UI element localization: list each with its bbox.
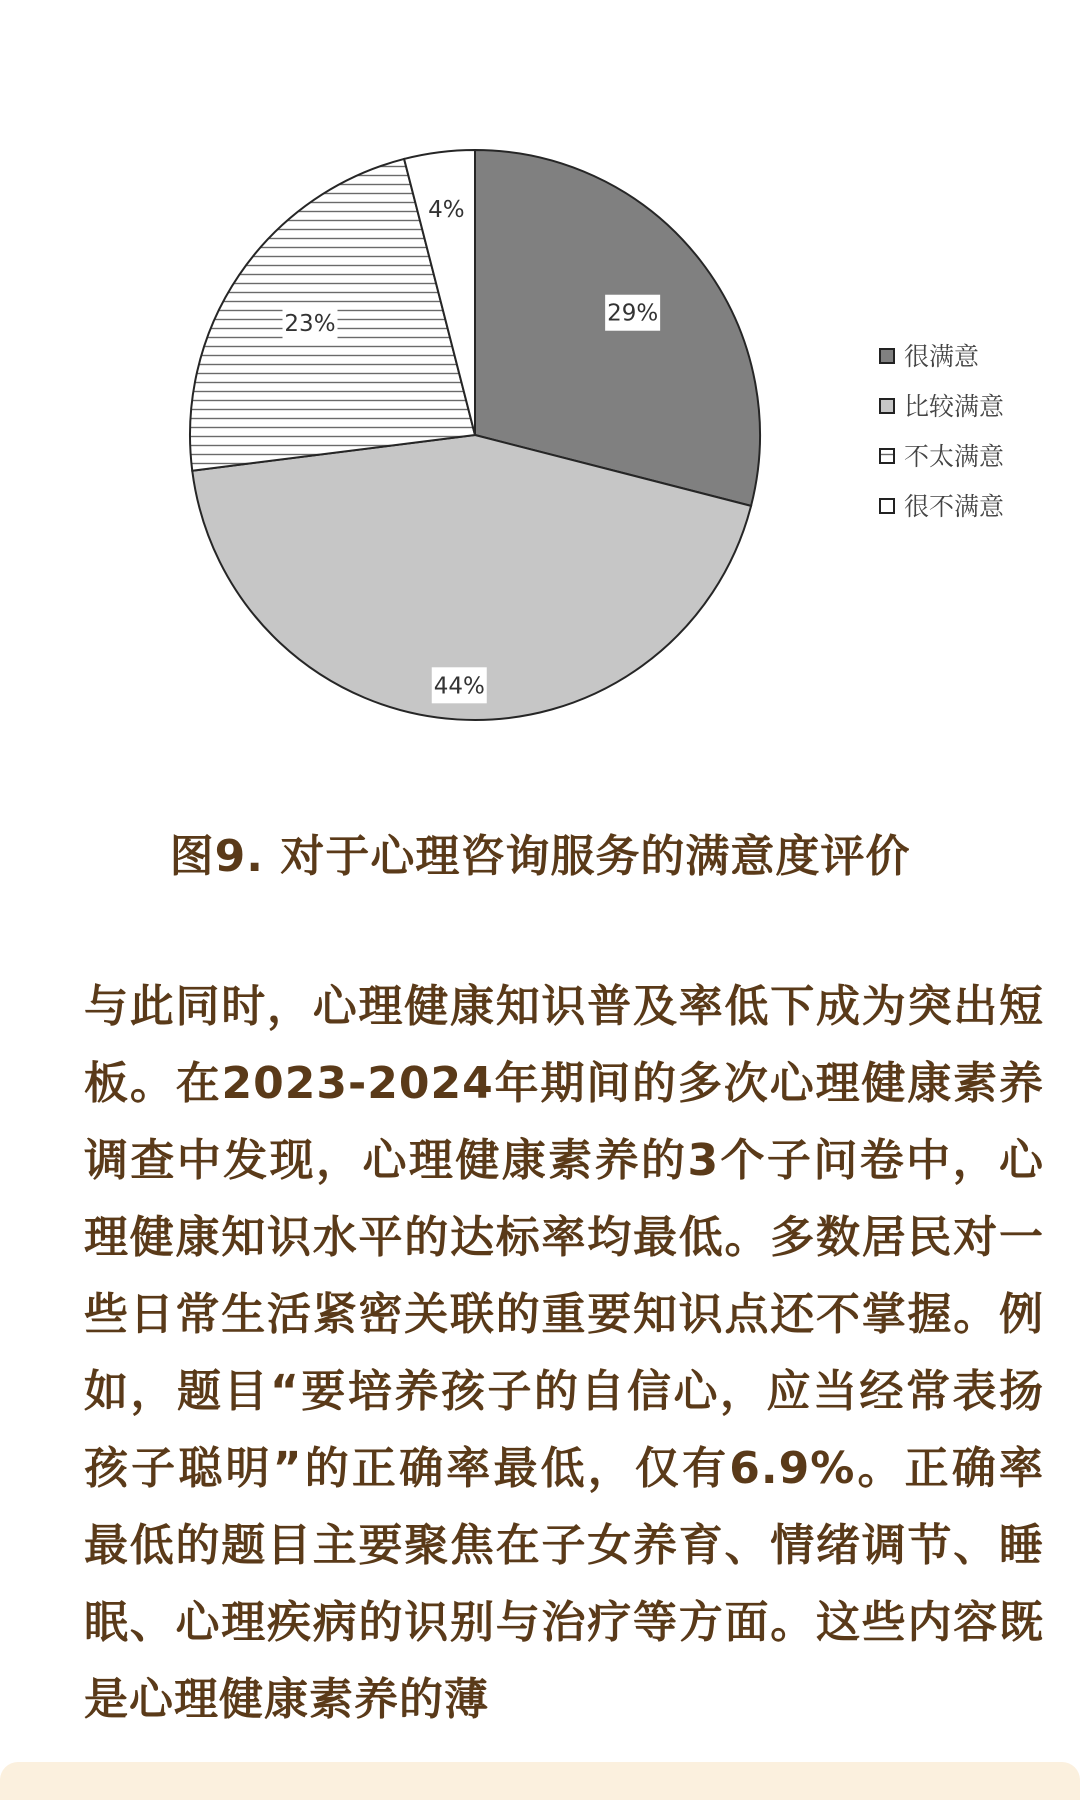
chart-legend (880, 342, 1004, 521)
legend-label-1: 很满意 (904, 342, 980, 371)
svg-text:4%: 4% (428, 196, 465, 223)
data-label-2 (432, 667, 487, 703)
legend-item-1 (880, 342, 979, 371)
legend-item-2 (880, 392, 1004, 421)
legend-swatch-1 (880, 349, 894, 363)
legend-label-3: 不太满意 (904, 442, 1005, 471)
legend-item-4 (880, 492, 1004, 521)
svg-text:44%: 44% (433, 673, 485, 700)
bottom-strip (0, 1762, 1080, 1800)
data-label-3 (282, 305, 337, 341)
data-label-1 (605, 295, 660, 331)
legend-swatch-4 (880, 499, 894, 513)
pie-slices (190, 150, 760, 720)
legend-label-2: 比较满意 (904, 392, 1005, 421)
pie-chart (0, 0, 1080, 760)
svg-text:29%: 29% (607, 300, 659, 327)
figure-caption: 图9. 对于心理咨询服务的满意度评价 (169, 831, 911, 882)
svg-text:23%: 23% (284, 310, 336, 337)
legend-item-3 (880, 442, 1004, 471)
legend-label-4: 很不满意 (904, 492, 1005, 521)
body-paragraph: 与此同时，心理健康知识普及率低下成为突出短板。在2023-2024年期间的多次心理健康素养调查中发现，心理健康素养的3个子问卷中，心理健康知识水平的达标率均最低。多数居民对一些日常生活紧密关联的重要知识点还不掌握。例如，题目“要培养孩子的自信心，应当经常表扬孩子聪明”的正确率最低，仅有6.9%。正确率最低的题目主要聚焦在子女养育、情绪调节、睡眠、心理疾病的识别与治疗等方面。这些内容既是心理健康素养的薄 (84, 981, 1044, 1725)
data-label-4 (425, 191, 467, 227)
legend-swatch-3 (880, 449, 894, 463)
legend-swatch-2 (880, 399, 894, 413)
